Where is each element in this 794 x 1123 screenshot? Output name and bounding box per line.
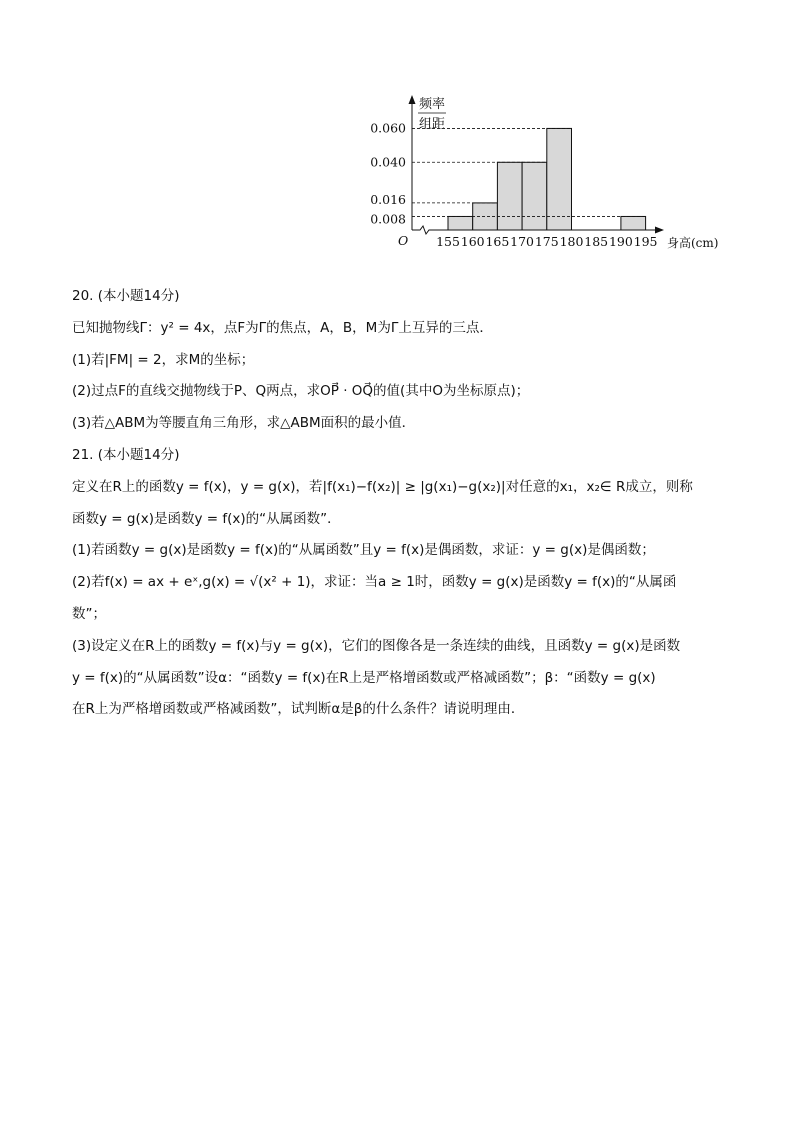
y-tick-label-1: 0.040 — [370, 154, 406, 170]
q21-part2-line2: 数”； — [72, 605, 106, 622]
histogram-bar-175-180 — [547, 128, 572, 230]
y-tick-label-0: 0.060 — [370, 120, 406, 136]
q20-stem: 已知抛物线Γ：y² = 4x，点F为Γ的焦点，A，B，M为Γ上互异的三点． — [72, 319, 493, 336]
x-tick-label-5: 180 — [559, 234, 584, 249]
x-tick-label-1: 160 — [460, 234, 485, 249]
q20-part1: (1)若|FM| = 2，求M的坐标； — [72, 351, 255, 368]
q20-heading: 20. (本小题14分) — [72, 288, 180, 304]
x-axis-label: 身高(cm) — [667, 236, 719, 250]
histogram-bar-165-170 — [497, 162, 522, 230]
x-axis-arrow-icon — [655, 227, 664, 234]
q21-stem-line2: 函数y = g(x)是函数y = f(x)的“从属函数”． — [72, 510, 341, 527]
q21-part3-line2: y = f(x)的“从属函数”设α：“函数y = f(x)在R上是严格增函数或严格减函数”；β：“函数y = g(x) — [72, 669, 656, 686]
x-tick-label-6: 185 — [584, 234, 609, 249]
y-axis-arrow-icon — [409, 95, 416, 104]
q21-stem-line1: 定义在R上的函数y = f(x)，y = g(x)，若|f(x₁)−f(x₂)| ≥ |g(x₁)−g(x₂)|对任意的x₁，x₂∈ R成立，则称 — [72, 478, 693, 495]
q20-part2: (2)过点F的直线交抛物线于P、Q两点，求OP⃗ · OQ⃗的值(其中O为坐标原点)； — [72, 383, 530, 400]
q21-part1: (1)若函数y = g(x)是函数y = f(x)的“从属函数”且y = f(x)是偶函数，求证：y = g(x)是偶函数； — [72, 542, 655, 559]
problem-content — [72, 286, 722, 731]
x-tick-label-8: 195 — [633, 234, 658, 249]
x-tick-label-3: 170 — [510, 234, 535, 249]
x-tick-label-2: 165 — [485, 234, 510, 249]
y-axis-label-denominator: 组距 — [418, 117, 446, 132]
height-frequency-histogram — [370, 92, 730, 257]
y-tick-label-3: 0.008 — [370, 211, 406, 227]
x-tick-label-7: 190 — [608, 234, 633, 249]
x-tick-label-0: 155 — [436, 234, 460, 249]
q21-part3-line3: 在R上为严格增函数或严格减函数”，试判断α是β的什么条件？请说明理由． — [72, 701, 525, 718]
origin-label: O — [398, 233, 409, 248]
q20-part3: (3)若△ABM为等腰直角三角形，求△ABM面积的最小值． — [72, 415, 416, 432]
q21-part2-line1: (2)若f(x) = ax + eˣ,g(x) = √(x² + 1)，求证：当a ≥ 1时，函数y = g(x)是函数y = f(x)的“从属函 — [72, 574, 677, 591]
q21-heading: 21. (本小题14分) — [72, 446, 180, 463]
histogram-bar-155-160 — [448, 216, 473, 230]
y-tick-label-2: 0.016 — [370, 191, 406, 207]
histogram-bar-190-195 — [621, 216, 646, 230]
histogram-bar-170-175 — [522, 162, 547, 230]
x-tick-label-4: 175 — [534, 234, 559, 249]
q21-part3-line1: (3)设定义在R上的函数y = f(x)与y = g(x)，它们的图像各是一条连续的曲线，且函数y = g(x)是函数 — [72, 637, 681, 654]
y-axis-label-numerator: 频率 — [418, 97, 446, 112]
